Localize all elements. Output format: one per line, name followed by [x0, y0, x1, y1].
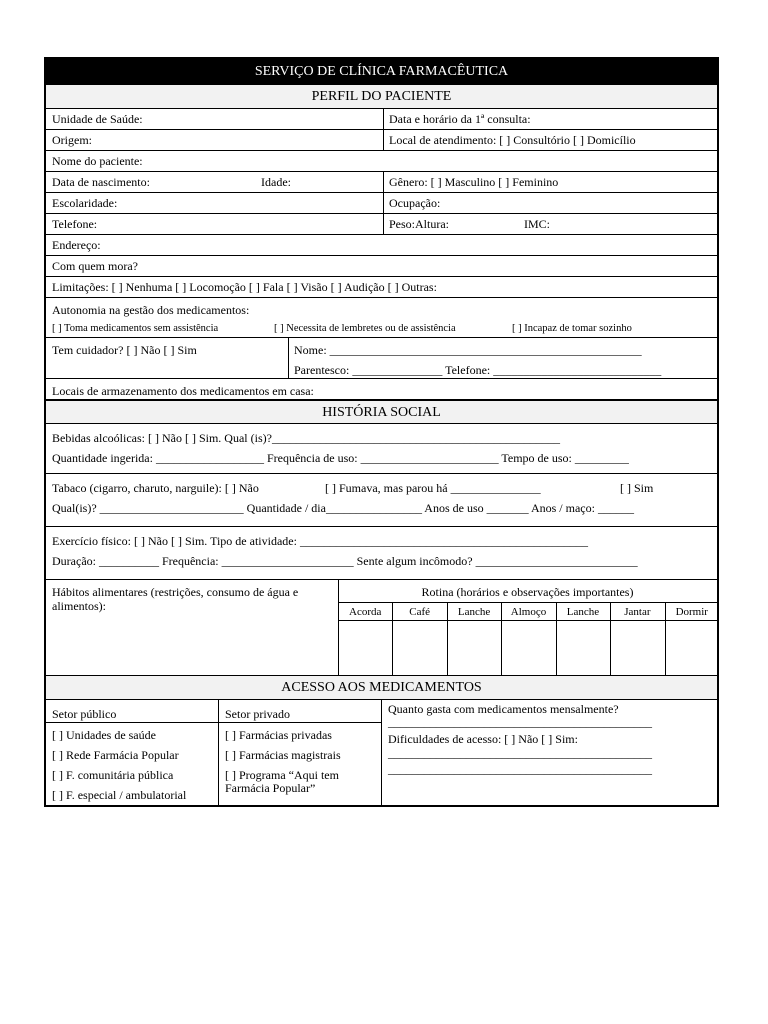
- lives-with-label: Com quem mora?: [52, 259, 138, 273]
- row-limitations: [46, 276, 717, 297]
- access-difficulty-line-1[interactable]: ____________________________________________: [388, 746, 652, 760]
- tobacco-details-field[interactable]: Qual(is)? ________________________ Quantidade / dia________________ Anos de uso _______ Anos / maço: ______: [52, 501, 634, 515]
- row-exercise: [46, 526, 717, 579]
- row-education: [46, 192, 717, 213]
- public-sector-label: Setor público: [52, 707, 117, 721]
- section-medication-access: ACESSO AOS MEDICAMENTOS: [46, 675, 717, 699]
- access-difficulty-line-2[interactable]: ____________________________________________: [388, 762, 652, 776]
- row-tobacco: [46, 473, 717, 526]
- public-option-community-pharmacy[interactable]: [ ] F. comunitária pública: [52, 768, 174, 782]
- occupation-label: Ocupação:: [389, 196, 441, 210]
- origin-label: Origem:: [52, 133, 92, 147]
- row-autonomy: [46, 297, 717, 337]
- routine-header: Rotina (horários e observações importantes): [421, 585, 634, 599]
- routine-cell[interactable]: [610, 621, 664, 675]
- routine-cell[interactable]: [665, 621, 719, 675]
- education-label: Escolaridade:: [52, 196, 118, 210]
- public-option-popular-pharmacy[interactable]: [ ] Rede Farmácia Popular: [52, 748, 179, 762]
- storage-label: Locais de armazenamento dos medicamentos em casa:: [52, 384, 314, 398]
- private-option-private-pharmacies[interactable]: [ ] Farmácias privadas: [225, 728, 332, 742]
- public-option-health-units[interactable]: [ ] Unidades de saúde: [52, 728, 156, 742]
- public-option-special-pharmacy[interactable]: [ ] F. especial / ambulatorial: [52, 788, 187, 802]
- form-title: SERVIÇO DE CLÍNICA FARMACÊUTICA: [46, 59, 717, 84]
- row-lives-with: [46, 255, 717, 276]
- row-alcohol: [46, 423, 717, 473]
- routine-column-label: Lanche: [566, 606, 600, 618]
- routine-column-label: Lanche: [457, 606, 491, 618]
- row-birth: [46, 171, 717, 192]
- address-label: Endereço:: [52, 238, 101, 252]
- row-storage: [46, 378, 717, 399]
- pharmacy-clinic-form: [44, 57, 719, 807]
- exercise-field[interactable]: Exercício físico: [ ] Não [ ] Sim. Tipo de atividade: ________________________________________________: [52, 534, 588, 548]
- first-consult-label: Data e horário da 1ª consulta:: [389, 112, 531, 126]
- eating-habits-label: Hábitos alimentares (restrições, consumo de água e alimentos):: [52, 585, 299, 613]
- age-label: Idade:: [261, 175, 291, 189]
- private-option-program-line2: Farmácia Popular”: [225, 781, 316, 795]
- tobacco-former-field[interactable]: [ ] Fumava, mas parou há _______________: [325, 481, 541, 495]
- autonomy-option-no-assist[interactable]: [ ] Toma medicamentos sem assistência: [52, 323, 219, 334]
- caregiver-name-field[interactable]: Nome: ____________________________________________________: [294, 343, 642, 357]
- care-location-field[interactable]: Local de atendimento: [ ] Consultório [ ] Domicílio: [389, 133, 636, 147]
- birth-date-label: Data de nascimento:: [52, 175, 150, 189]
- routine-column-label: Acorda: [349, 606, 382, 618]
- monthly-spend-line[interactable]: ____________________________________________: [388, 715, 652, 729]
- phone-label: Telefone:: [52, 217, 98, 231]
- row-access: [46, 699, 717, 805]
- routine-column-label: Jantar: [624, 606, 651, 618]
- row-phone: [46, 213, 717, 234]
- alcohol-field[interactable]: Bebidas alcoólicas: [ ] Não [ ] Sim. Qual (is)?________________________________________________: [52, 431, 560, 445]
- routine-cell[interactable]: [447, 621, 501, 675]
- row-origin: [46, 129, 717, 150]
- limitations-field[interactable]: Limitações: [ ] Nenhuma [ ] Locomoção [ ] Fala [ ] Visão [ ] Audição [ ] Outras:: [52, 280, 437, 294]
- row-health-unit: [46, 108, 717, 129]
- caregiver-field[interactable]: Tem cuidador? [ ] Não [ ] Sim: [52, 343, 197, 357]
- access-difficulty-field[interactable]: Dificuldades de acesso: [ ] Não [ ] Sim:: [388, 732, 578, 746]
- bmi-label: IMC:: [524, 217, 551, 231]
- gender-field[interactable]: Gênero: [ ] Masculino [ ] Feminino: [389, 175, 559, 189]
- monthly-spend-label: Quanto gasta com medicamentos mensalmente?: [388, 702, 619, 716]
- caregiver-relation-field[interactable]: Parentesco: _______________ Telefone: ____________________________: [294, 363, 662, 377]
- section-social-history: HISTÓRIA SOCIAL: [46, 399, 717, 423]
- autonomy-label: Autonomia na gestão dos medicamentos:: [52, 303, 250, 317]
- routine-cell[interactable]: [392, 621, 446, 675]
- routine-column-label: Almoço: [510, 606, 547, 618]
- row-eating-habits: [46, 579, 717, 675]
- routine-column-label: Dormir: [675, 606, 708, 618]
- private-sector-label: Setor privado: [225, 707, 290, 721]
- tobacco-yes-field[interactable]: [ ] Sim: [620, 481, 654, 495]
- routine-column-label: Café: [409, 606, 431, 618]
- patient-name-label: Nome do paciente:: [52, 154, 143, 168]
- routine-cell[interactable]: [501, 621, 555, 675]
- tobacco-field[interactable]: Tabaco (cigarro, charuto, narguile): [ ] Não: [52, 481, 259, 495]
- alcohol-quantity-field[interactable]: Quantidade ingerida: __________________ Frequência de uso: _______________________ Tempo de uso: _________: [52, 451, 629, 465]
- routine-cell[interactable]: [556, 621, 610, 675]
- row-address: [46, 234, 717, 255]
- health-unit-label: Unidade de Saúde:: [52, 112, 143, 126]
- private-option-compounding-pharmacies[interactable]: [ ] Farmácias magistrais: [225, 748, 341, 762]
- autonomy-option-unable[interactable]: [ ] Incapaz de tomar sozinho: [512, 323, 632, 334]
- exercise-duration-field[interactable]: Duração: __________ Frequência: ______________________ Sente algum incômodo? ___________________________: [52, 554, 638, 568]
- autonomy-option-needs-reminders[interactable]: [ ] Necessita de lembretes ou de assistência: [274, 323, 456, 334]
- section-patient-profile: PERFIL DO PACIENTE: [46, 84, 717, 108]
- row-patient-name: [46, 150, 717, 171]
- weight-height-label: Peso:Altura:: [389, 217, 449, 231]
- private-option-program[interactable]: [ ] Programa “Aqui tem: [225, 768, 339, 782]
- row-caregiver: [46, 337, 717, 378]
- routine-cell[interactable]: [338, 621, 392, 675]
